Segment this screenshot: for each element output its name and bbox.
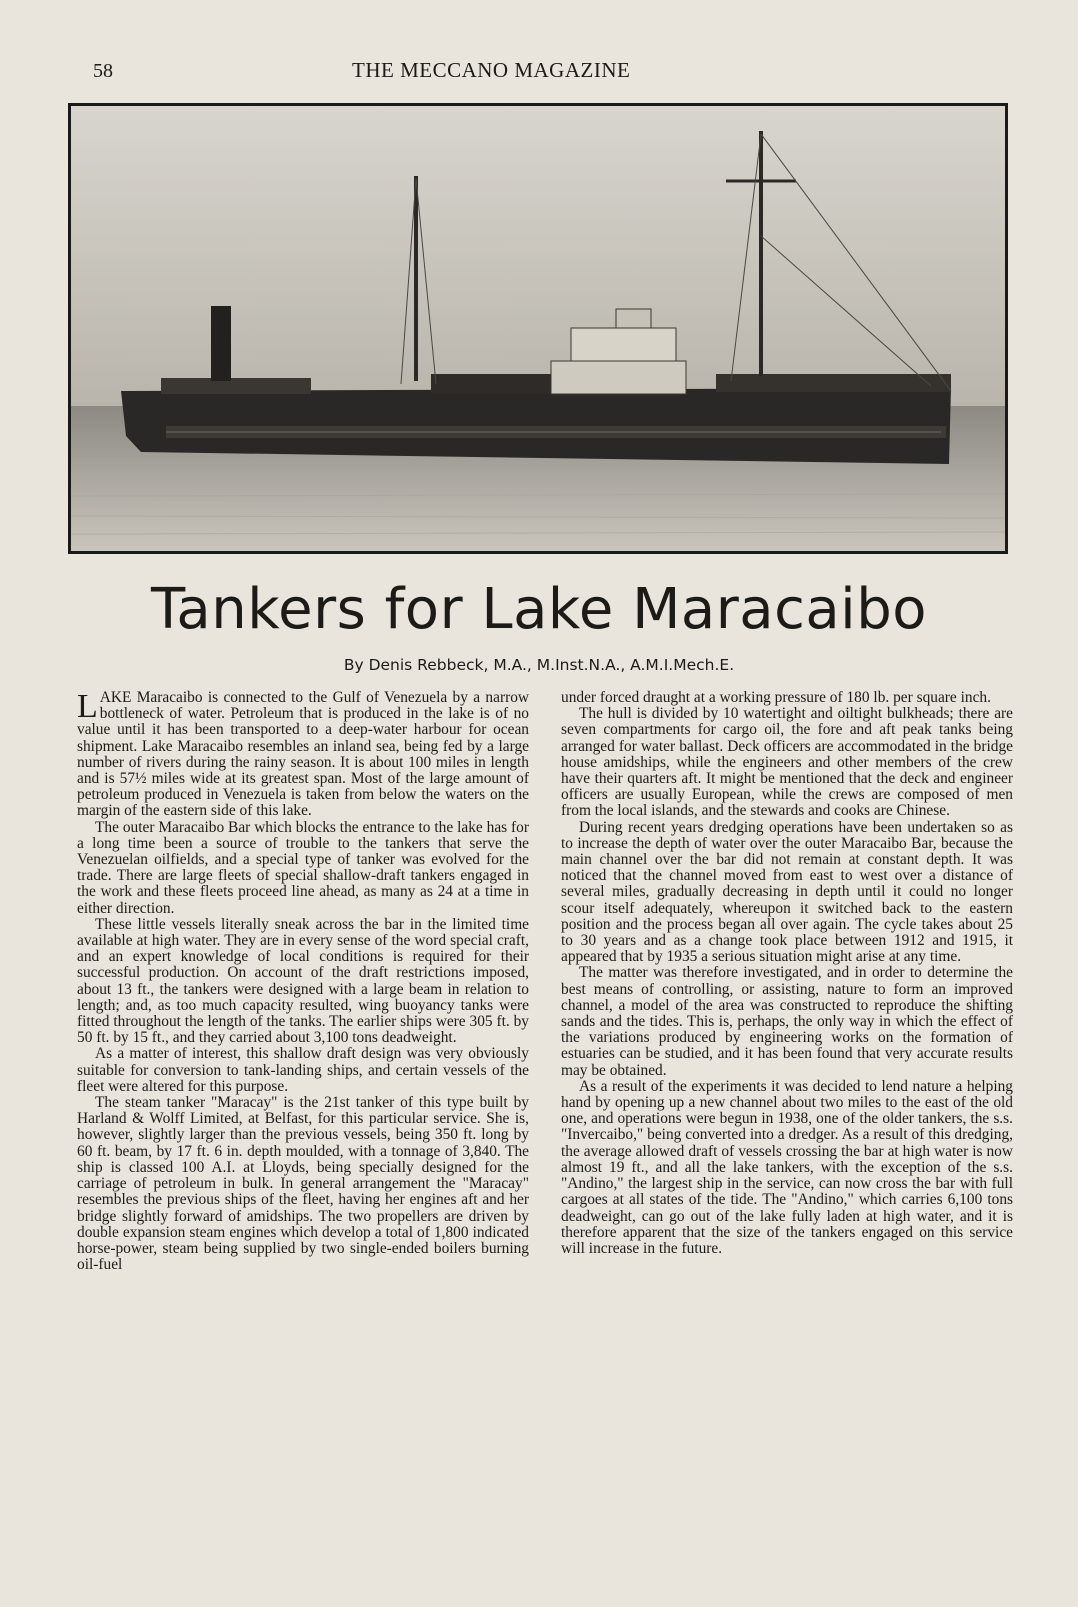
- paragraph: The steam tanker "Maracay" is the 21st tanker of this type built by Harland & Wolff Limited, at Belfast, for this particular service. She is, however, slightly larger than the previous vessels, being 350 ft. long by 60 ft. beam, by 17 ft. 6 in. depth moulded, with a tonnage of 3,840. The ship is classed 100 A.I. at Lloyds, being specially designed for the carriage of petroleum in bulk. In general arrangement the "Maracay" resembles the previous ships of the fleet, having her engines aft and her bridge slightly forward of amidships. The two propellers are driven by double expansion steam engines which develop a total of 1,800 indicated horse-power, steam being supplied by two single-ended boilers burning oil-fuel: [77, 1094, 529, 1274]
- paragraph: LAKE Maracaibo is connected to the Gulf of Venezuela by a narrow bottleneck of water. Petroleum that is produced in the lake is of no value until it has been transported to a deep-water harbour for ocean shipment. Lake Maracaibo resembles an inland sea, being fed by a large number of rivers during the rainy season. It is about 100 miles in length and is 57½ miles wide at its greatest span. Most of the large amount of petroleum produced in Venezuela is taken from below the waters on the margin of the eastern side of this lake.: [77, 688, 529, 820]
- paragraph: As a result of the experiments it was decided to lend nature a helping hand by opening up a new channel about two miles to the east of the old one, and operations were begun in 1938, one of the older tankers, the s.s. "Invercaibo," being converted into a dredger. As a result of this dredging, the average allowed draft of vessels crossing the bar at high water is now almost 19 ft., and all the lake tankers, with the exception of the s.s. "Andino," the largest ship in the service, can now cross the bar with full cargoes at all states of the tide. The "Andino," which carries 6,100 tons deadweight, can go out of the lake fully laden at high water, and it is therefore apparent that the size of the tankers engaged on this service will increase in the future.: [561, 1077, 1013, 1257]
- drop-cap: L: [77, 688, 98, 725]
- paragraph: The outer Maracaibo Bar which blocks the entrance to the lake has for a long time been a source of trouble to the tankers that serve the Venezuelan oilfields, and a special type of tanker was evolved for the trade. There are large fleets of special shallow-draft tankers engaged in the work and these fleets proceed line ahead, as many as 24 at a time in either direction.: [77, 818, 529, 917]
- paragraph: These little vessels literally sneak across the bar in the limited time available at high water. They are in every sense of the word special craft, and an expert knowledge of local conditions is required for their successful production. On account of the draft restrictions imposed, about 13 ft., the tankers were designed with a large beam in relation to length; and, as too much capacity resulted, wing buoyancy tanks were fitted throughout the length of the tanks. The earlier ships were 305 ft. by 50 ft. by 15 ft., and they carried about 3,100 tons deadweight.: [77, 915, 529, 1047]
- byline: By Denis Rebbeck, M.A., M.Inst.N.A., A.M.I.Mech.E.: [343, 656, 735, 674]
- ship-photo: [68, 103, 1008, 554]
- tanker-illustration: [71, 106, 1005, 551]
- paragraph: The hull is divided by 10 watertight and oiltight bulkheads; there are seven compartments for cargo oil, the fore and aft peak tanks being arranged for water ballast. Deck officers are accommodated in the bridge house amidships, while the engineers and other members of the crew have their quarters aft. It might be mentioned that the deck and engineer officers are usually European, while the crews are composed of men from the local islands, and the stewards and cooks are Chinese.: [561, 705, 1013, 820]
- paragraph: During recent years dredging operations have been undertaken so as to increase the depth of water over the outer Maracaibo Bar, because the main channel over the bar did not remain at constant depth. It was noticed that the channel moved from east to west over a distance of several miles, gradually decreasing in depth until it could no longer scour itself adequately, whereupon it switched back to the eastern position and the process began all over again. The cycle takes about 25 to 30 years and as a change took place between 1912 and 1915, it appeared that by 1935 a serious situation might arise at any time.: [561, 818, 1013, 966]
- paragraph: As a matter of interest, this shallow draft design was very obviously suitable for conversion to tank-landing ships, and certain vessels of the fleet were altered for this purpose.: [77, 1045, 529, 1095]
- left-column: [77, 690, 529, 1273]
- paragraph: under forced draught at a working pressure of 180 lb. per square inch.: [561, 689, 991, 706]
- article-title: Tankers for Lake Maracaibo: [150, 577, 928, 642]
- right-column: [561, 690, 1013, 1257]
- running-head: THE MECCANO MAGAZINE: [352, 58, 631, 82]
- page-number: 58: [93, 60, 113, 82]
- paragraph: The matter was therefore investigated, and in order to determine the best means of controlling, or assisting, nature to form an improved channel, a model of the area was constructed to reproduce the shifting sands and the tides. This is, perhaps, the only way in which the effect of the variations produced by engineering works on the formation of estuaries can be studied, and it has been found that very accurate results may be obtained.: [561, 964, 1013, 1079]
